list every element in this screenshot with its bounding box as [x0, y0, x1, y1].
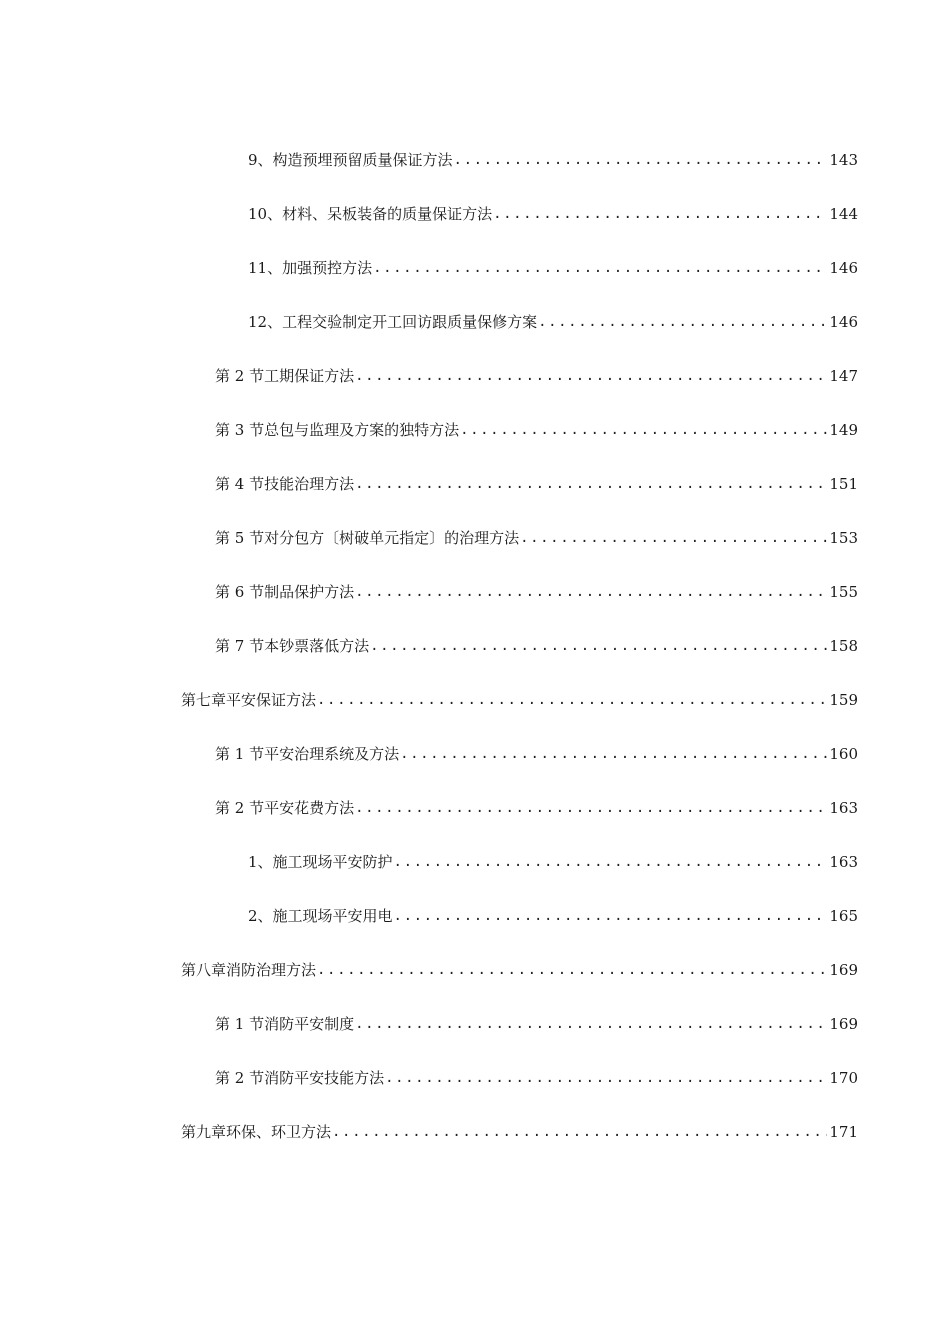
- dot-leader: [460, 418, 827, 442]
- toc-entry[interactable]: [0, 634, 950, 688]
- toc-entry-title: 第七章平安保证方法: [181, 691, 317, 709]
- dot-leader: [385, 1066, 827, 1090]
- dot-leader: [493, 202, 827, 226]
- toc-entry-page: 143: [829, 151, 858, 169]
- toc-entry[interactable]: [0, 526, 950, 580]
- dot-leader: [355, 364, 827, 388]
- toc-entry-title: 第八章消防治理方法: [181, 961, 317, 979]
- toc-entry-page: 147: [829, 367, 858, 385]
- toc-entry-title: 第 2 节平安花费方法: [215, 799, 355, 817]
- toc-entry[interactable]: [0, 958, 950, 1012]
- toc-entry-title: 第 1 节消防平安制度: [215, 1015, 355, 1033]
- toc-entry[interactable]: [0, 472, 950, 526]
- dot-leader: [355, 796, 827, 820]
- toc-entry-page: 153: [829, 529, 858, 547]
- toc-entry-page: 146: [829, 259, 858, 277]
- toc-entry-page: 151: [829, 475, 858, 493]
- toc-entry-page: 159: [829, 691, 858, 709]
- toc-entry-page: 163: [829, 799, 858, 817]
- toc-entry-title: 第 6 节制品保护方法: [215, 583, 355, 601]
- toc-entry[interactable]: [0, 688, 950, 742]
- toc-entry[interactable]: [0, 418, 950, 472]
- toc-entry-title: 12、工程交验制定开工回访跟质量保修方案: [248, 313, 538, 331]
- dot-leader: [355, 580, 827, 604]
- toc-entry[interactable]: [0, 1012, 950, 1066]
- toc-entry-title: 11、加强预控方法: [248, 259, 373, 277]
- toc-entry-title: 10、材料、呆板装备的质量保证方法: [248, 205, 493, 223]
- toc-entry[interactable]: [0, 850, 950, 904]
- toc-entry-title: 第九章环保、环卫方法: [181, 1123, 332, 1141]
- toc-entry[interactable]: [0, 1120, 950, 1174]
- dot-leader: [373, 256, 827, 280]
- toc-entry-title: 第 7 节本钞票落低方法: [215, 637, 370, 655]
- toc-entry-title: 第 1 节平安治理系统及方法: [215, 745, 400, 763]
- dot-leader: [520, 526, 827, 550]
- toc-entry-page: 144: [829, 205, 858, 223]
- toc-entry-title: 9、构造预埋预留质量保证方法: [248, 151, 453, 169]
- toc-entry[interactable]: [0, 1066, 950, 1120]
- toc-entry[interactable]: [0, 202, 950, 256]
- table-of-contents: [0, 148, 950, 1174]
- toc-entry-page: 165: [829, 907, 858, 925]
- toc-entry-page: 158: [829, 637, 858, 655]
- toc-entry[interactable]: [0, 364, 950, 418]
- toc-entry-title: 第 4 节技能治理方法: [215, 475, 355, 493]
- toc-entry[interactable]: [0, 796, 950, 850]
- dot-leader: [332, 1120, 827, 1144]
- toc-entry-title: 2、施工现场平安用电: [248, 907, 393, 925]
- toc-entry-page: 149: [829, 421, 858, 439]
- toc-entry-page: 160: [829, 745, 858, 763]
- toc-entry-title: 第 2 节消防平安技能方法: [215, 1069, 385, 1087]
- dot-leader: [355, 1012, 827, 1036]
- toc-entry[interactable]: [0, 904, 950, 958]
- toc-entry[interactable]: [0, 742, 950, 796]
- toc-entry-page: 163: [829, 853, 858, 871]
- toc-entry[interactable]: [0, 148, 950, 202]
- dot-leader: [400, 742, 827, 766]
- dot-leader: [394, 850, 828, 874]
- toc-entry-page: 169: [829, 1015, 858, 1033]
- dot-leader: [454, 148, 828, 172]
- dot-leader: [355, 472, 827, 496]
- toc-entry-page: 155: [829, 583, 858, 601]
- toc-entry-page: 170: [829, 1069, 858, 1087]
- dot-leader: [538, 310, 827, 334]
- toc-entry-title: 第 5 节对分包方〔树破单元指定〕的治理方法: [215, 529, 520, 547]
- dot-leader: [317, 688, 827, 712]
- toc-entry[interactable]: [0, 256, 950, 310]
- toc-entry-title: 第 2 节工期保证方法: [215, 367, 355, 385]
- toc-entry-page: 171: [829, 1123, 858, 1141]
- toc-entry-page: 146: [829, 313, 858, 331]
- toc-entry-title: 第 3 节总包与监理及方案的独特方法: [215, 421, 460, 439]
- dot-leader: [394, 904, 828, 928]
- toc-entry-title: 1、施工现场平安防护: [248, 853, 393, 871]
- toc-entry[interactable]: [0, 310, 950, 364]
- dot-leader: [370, 634, 827, 658]
- toc-entry-page: 169: [829, 961, 858, 979]
- dot-leader: [317, 958, 827, 982]
- toc-entry[interactable]: [0, 580, 950, 634]
